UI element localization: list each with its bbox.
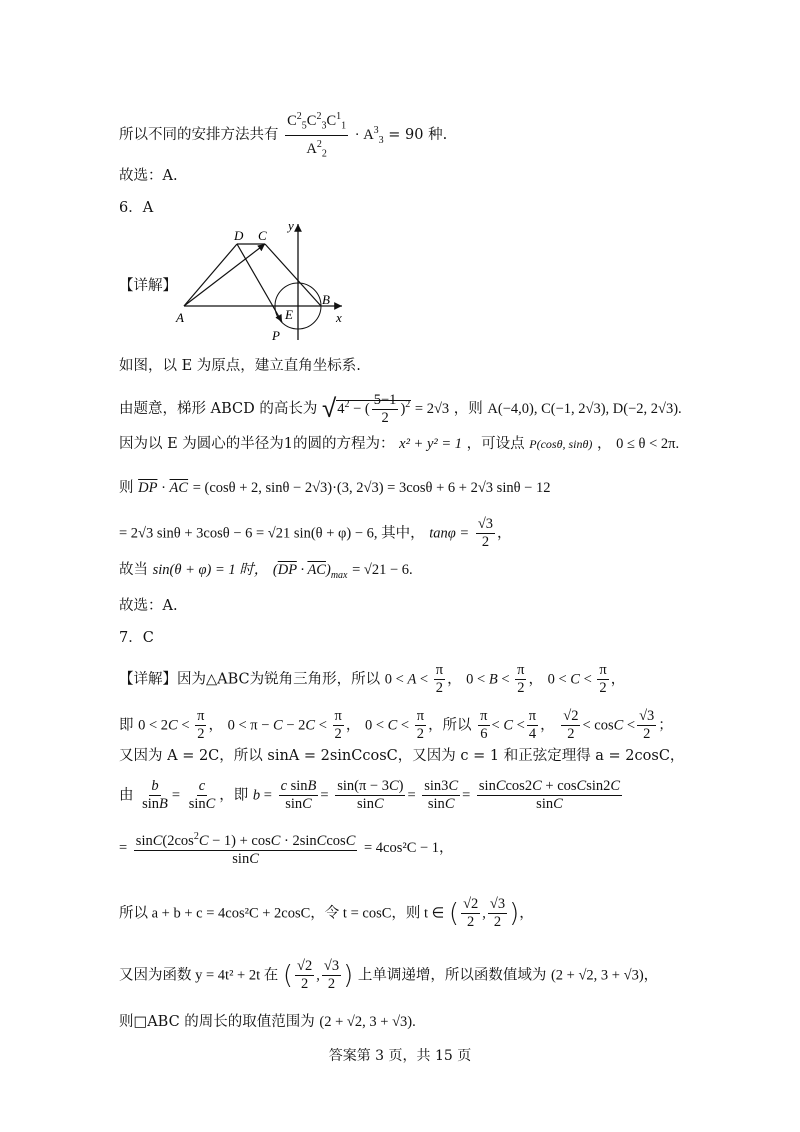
q7-line-1: 【详解】因为△ABC为锐角三角形，所以 0 < A < $\frac{\pi}{2}$ ， 0 < B < $\frac{\pi}{2}$ ， 0 < C < $\frac{\pi}{2}$ ，	[119, 662, 626, 696]
fraction: $\frac{C^2_5C^2_3C^1_1}{A^2_2}$	[285, 108, 348, 162]
q7-line-6: 所以 a + b + c = 4cos²C + 2cosC，令 t = cosC，则 t ∈ ( $\frac{√2}{2}$ , $\frac{√3}{2}$ )，	[119, 896, 534, 930]
point-p: P(cosθ, sinθ)	[529, 437, 593, 451]
max-value: = √21 − 6.	[352, 562, 413, 578]
text: 由	[119, 787, 134, 804]
text: 故当	[119, 562, 148, 578]
tan-phi: tanφ =	[429, 525, 470, 542]
para-5: = 2√3 sinθ + 3cosθ − 6 = √21 sin(θ + φ) − 6, 其中， tanφ = $\frac{√3}{2}$ ，	[119, 516, 512, 550]
range: (2 + √2, 3 + √3)	[550, 967, 644, 984]
para-3	[119, 434, 679, 454]
text: 因为△ABC为锐角三角形，所以	[177, 671, 381, 688]
geometry-figure	[172, 218, 362, 348]
text: 所以不同的安排方法共有	[119, 127, 279, 144]
text: 即	[119, 717, 134, 734]
page-footer: 答案第 3 页，共 15 页	[328, 1048, 472, 1064]
text: 上单调递增，所以函数值域为	[357, 967, 547, 984]
coords: A(−4,0), C(−1, 2√3), D(−2, 2√3).	[487, 400, 682, 417]
para-4: 则 $\overline{DP} \cdot \overline{AC} = (\cos\theta + 2$, sinθ − 2√3)·(3, 2√3) = 3cosθ + 6 + 2√3 sinθ − 12	[119, 480, 551, 496]
label-e: E	[285, 307, 293, 322]
para-6: 故当 sin(θ + φ) = 1 时， $(\overline{DP} \cdot \overline{AC})_{max} = √21 - 6$.	[119, 562, 413, 581]
line-arrangement-count: 所以不同的安排方法共有 $\frac{C^2_5C^2_3C^1_1}{A^2_2}$ · $A^3_3 = 90$ 种.	[119, 108, 447, 162]
q7-line-8	[119, 1012, 416, 1032]
label-y: y	[288, 218, 294, 233]
text: = 4cos²C − 1，	[363, 839, 454, 856]
theta-range: 0 ≤ θ < 2π.	[616, 436, 680, 452]
text: 因为以 E 为圆心的半径为1的圆的方程为：	[119, 436, 395, 452]
detail-label: 【详解】	[119, 671, 177, 688]
condition: sin(θ + φ) = 1 时，	[152, 562, 269, 578]
text: = 2√3 sinθ + 3cosθ − 6 = √21 sin(θ + φ) − 6, 其中，	[119, 525, 425, 542]
q7-line-2: 即 0 < 2C < $\frac{\pi}{2}$ ， 0 < π − C − 2C < $\frac{\pi}{2}$ ， 0 < C < $\frac{\pi}{2}$ ，所以 $\frac{\pi}{6}$ < C < $\frac{\pi}{4}$ ， $\frac{√2}{2}$ < cosC < $\frac{√3}{2}$ ；	[119, 708, 673, 742]
label-x: x	[336, 310, 342, 325]
range: (2 + √2, 3 + √3).	[319, 1014, 416, 1030]
q7-line-7: 又因为函数 y = 4t² + 2t 在 ( $\frac{√2}{2}$ , $\frac{√3}{2}$ ) 上单调递增，所以函数值域为 (2 + √2, 3 + √3)，	[119, 958, 659, 992]
result: = 90 种.	[388, 127, 448, 144]
text: 所以 a + b + c = 4cos²C + 2cosC，令 t = cosC，则 t ∈	[119, 905, 445, 922]
text: 又因为函数 y = 4t² + 2t 在	[119, 967, 279, 984]
circle-equation: x² + y² = 1	[399, 436, 463, 452]
choose-1: 故选：A.	[119, 168, 178, 184]
choose-2: 故选：A.	[119, 598, 178, 614]
text: ，	[596, 436, 612, 452]
q7-line-3: 又因为 A = 2C，所以 sinA = 2sinCcosC，又因为 c = 1 和正弦定理得 a = 2cosC，	[119, 748, 685, 764]
para-1: 如图，以 E 为原点，建立直角坐标系.	[119, 358, 361, 374]
label-c: C	[258, 228, 267, 243]
text: ，可设点	[466, 436, 525, 452]
question-7: 7．C	[119, 630, 154, 646]
label-p: P	[272, 328, 280, 343]
question-6: 6．A	[119, 200, 154, 216]
label-d: D	[234, 228, 244, 243]
text: ，则	[453, 400, 483, 417]
q7-line-5: = $\frac{\sin C(2\cos^2C - 1) + \cos C \cdot 2sinCcosC}{\sin C}$ = 4cos²C − 1，	[119, 828, 454, 868]
text: 由题意，梯形 ABCD 的高长为	[119, 400, 318, 417]
detail-label-6: 【详解】	[119, 278, 177, 294]
text: 则□ABC 的周长的取值范围为	[119, 1014, 315, 1030]
label-b: B	[322, 292, 330, 307]
label-a: A	[176, 310, 184, 325]
dot-product: = (cosθ + 2, sinθ − 2√3)·(3, 2√3) = 3cosθ + 6 + 2√3 sinθ − 12	[192, 480, 551, 496]
q7-line-4: 由 $\frac{b}{\sin B}$ = $\frac{c}{\sin C}$ ，即 b = $\frac{\text{c sinB}}{\sin C}$ = $\frac{\sin(\pi - 3C)}{\sin C}$ = $\frac{\sin 3C}{\sin C}$ = $\frac{\text{sinCcos2C + cosCsin2C}}{\sin C}$	[119, 778, 621, 812]
vector-ac	[184, 244, 265, 306]
para-2: 由题意，梯形 ABCD 的高长为 $√4^2$ − ( $\frac{5-1}{2}$ )$^2$ = 2√3 ，则 A(−4,0), C(−1, 2√3), D(−2, 2√3).	[119, 392, 682, 426]
